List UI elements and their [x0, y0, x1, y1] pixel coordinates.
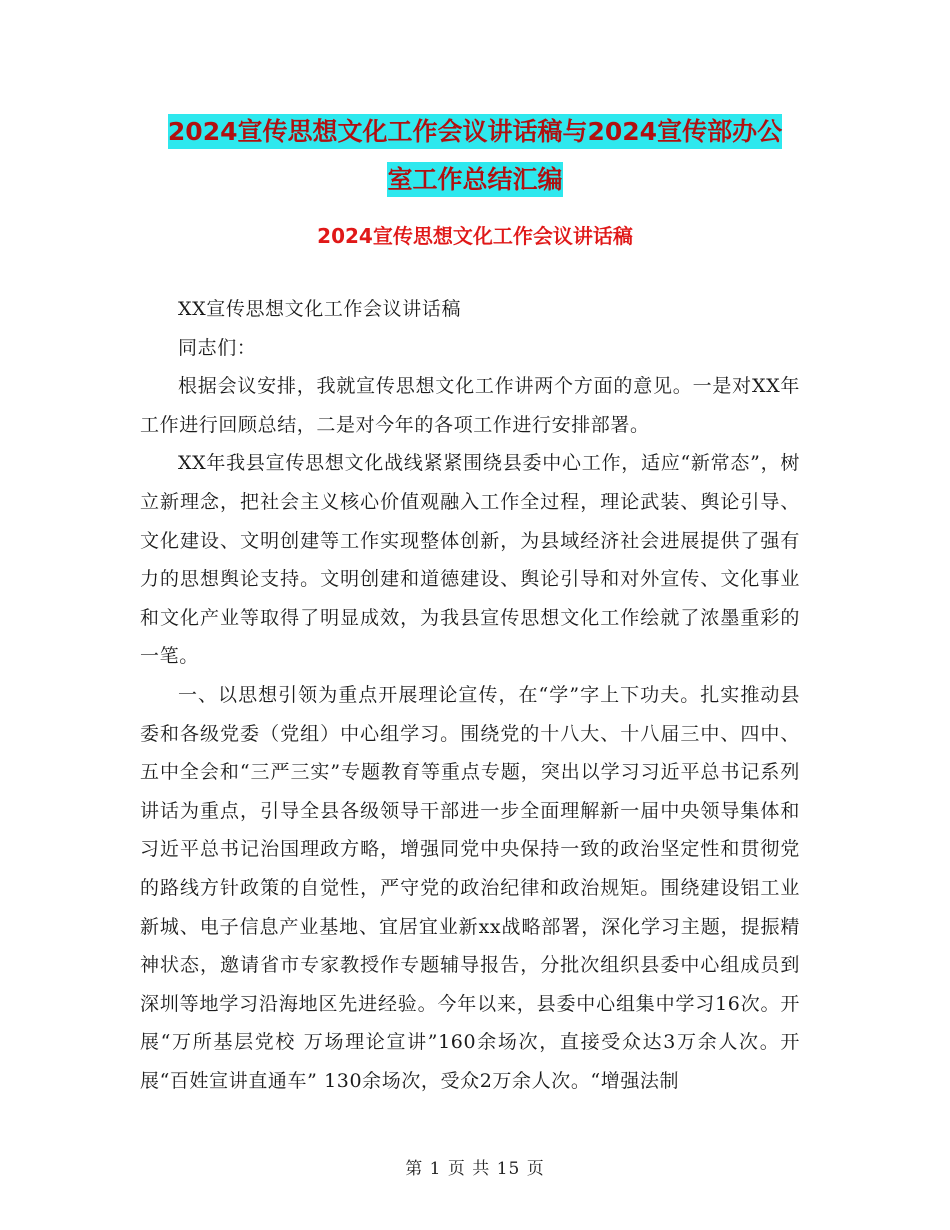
section-title: 2024宣传思想文化工作会议讲话稿 — [317, 224, 633, 248]
main-title-line-1: 2024宣传思想文化工作会议讲话稿与2024宣传部办公 — [168, 114, 782, 149]
paragraph-section-one: 一、以思想引领为重点开展理论宣传，在“学”字上下功夫。扎实推动县委和各级党委（党组）中心组学习。围绕党的十八大、十八届三中、四中、五中全会和“三严三实”专题教育等重点专题，突出以学习习近平总书记系列讲话为重点，引导全县各级领导干部进一步全面理解新一届中央领导集体和习近平总书记治国理政方略，增强同党中央保持一致的政治坚定性和贯彻党的路线方针政策的自觉性，严守党的政治纪律和政治规矩。围绕建设铝工业新城、电子信息产业基地、宜居宜业新xx战略部署，深化学习主题，提振精神状态，邀请省市专家教授作专题辅导报告，分批次组织县委中心组成员到深圳等地学习沿海地区先进经验。今年以来，县委中心组集中学习16次。开展“万所基层党校 万场理论宣讲”160余场次，直接受众达3万余人次。开展“百姓宣讲直通车” 130余场次，受众2万余人次。“增强法制 — [140, 683, 800, 1092]
document-main-title — [140, 108, 810, 204]
paragraph-salutation: 同志们： — [178, 336, 257, 359]
main-title-line-2: 室工作总结汇编 — [387, 162, 562, 197]
paragraph-speech-title: XX宣传思想文化工作会议讲话稿 — [178, 298, 462, 320]
paragraph-intro: 根据会议安排，我就宣传思想文化工作讲两个方面的意见。一是对XX年工作进行回顾总结，二是对今年的各项工作进行安排部署。 — [140, 375, 800, 436]
document-body — [140, 290, 800, 1100]
paragraph-review: XX年我县宣传思想文化战线紧紧围绕县委中心工作，适应“新常态”，树立新理念，把社会主义核心价值观融入工作全过程，理论武装、舆论引导、文化建设、文明创建等工作实现整体创新，为县域经济社会进展提供了强有力的思想舆论支持。文明创建和道德建设、舆论引导和对外宣传、文化事业和文化产业等取得了明显成效，为我县宣传思想文化工作绘就了浓墨重彩的一笔。 — [140, 452, 800, 668]
page-number-footer: 第 1 页 共 15 页 — [405, 1159, 545, 1179]
